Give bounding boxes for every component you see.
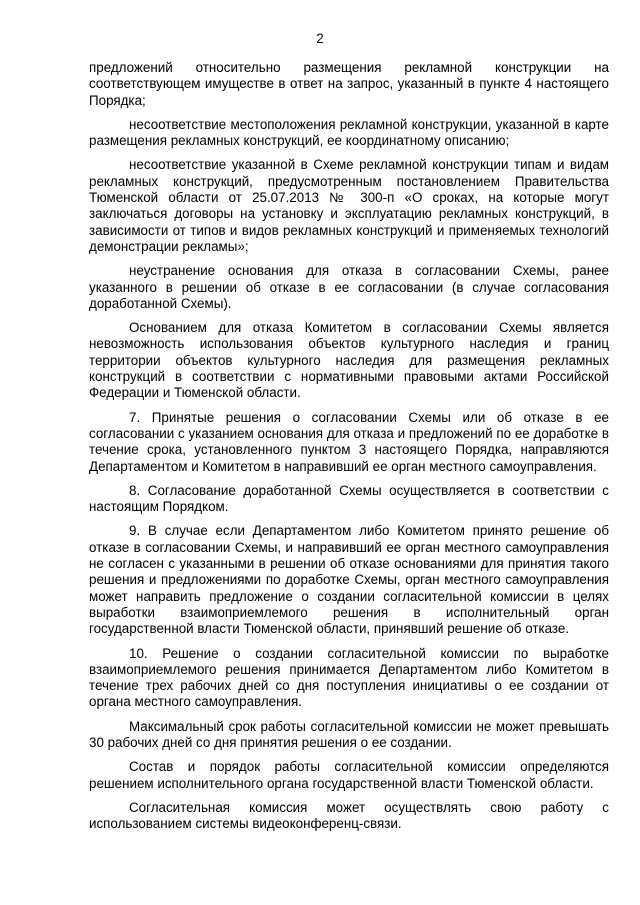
paragraph: Состав и порядок работы согласительной комиссии определяются решением исполнительного органа государственной власти Тюменской области. (89, 759, 609, 791)
paragraph: 8. Согласование доработанной Схемы осуществляется в соответствии с настоящим Порядком. (89, 482, 609, 515)
paragraph: Основанием для отказа Комитетом в согласовании Схемы является невозможность использования объектов культурного наследия и границ территории объектов культурного наследия для размещения рекламных конструкций в соответствии с нормативными правовыми актами Российской Федерации и Тюменской области. (89, 320, 609, 401)
paragraph: Максимальный срок работы согласительной комиссии не может превышать 30 рабочих дней со дня принятия решения о ее создании. (89, 718, 609, 750)
paragraph: несоответствие местоположения рекламной конструкции, указанной в карте размещения рекламных конструкций, ее координатному описанию; (89, 116, 609, 149)
document-body (89, 60, 609, 840)
page-number: 2 (316, 31, 324, 46)
paragraph: 10. Решение о создании согласительной комиссии по выработке взаимоприемлемого решения принимается Департаментом либо Комитетом в течение трех рабочих дней со дня поступления инициативы о ее создании от органа местного самоуправления. (89, 645, 609, 710)
paragraph: Согласительная комиссия может осуществлять свою работу с использованием системы видеоконференц-связи. (89, 799, 609, 832)
paragraph: 9. В случае если Департаментом либо Комитетом принято решение об отказе в согласовании Схемы, и направивший ее орган местного самоуправления не согласен с указанными в решении об отказе основаниями для принятия такого решения и предложениями по доработке Схемы, орган местного самоуправления может направить предложение о создании согласительной комиссии в целях выработки взаимоприемлемого решения в исполнительный орган государственной власти Тюменской области, принявший решение об отказе. (89, 523, 609, 637)
paragraph: несоответствие указанной в Схеме рекламной конструкции типам и видам рекламных конструкций, предусмотренным постановлением Правительства Тюменской области от 25.07.2013 № 300-п «О сроках, на которые могут заключаться договоры на установку и эксплуатацию рекламных конструкций, в зависимости от типов и видов рекламных конструкций и применяемых технологий демонстрации рекламы»; (89, 157, 609, 254)
paragraph: неустранение основания для отказа в согласовании Схемы, ранее указанного в решении об отказе в ее согласовании (в случае согласования доработанной Схемы). (89, 263, 609, 311)
paragraph: 7. Принятые решения о согласовании Схемы или об отказе в ее согласовании с указанием основания для отказа и предложений по ее доработке в течение срока, установленного пунктом 3 настоящего Порядка, направляются Департаментом и Комитетом в направивший ее орган местного самоуправления. (89, 409, 609, 474)
paragraph: предложений относительно размещения рекламной конструкции на соответствующем имуществе в ответ на запрос, указанный в пункте 4 настоящего Порядка; (89, 60, 609, 108)
